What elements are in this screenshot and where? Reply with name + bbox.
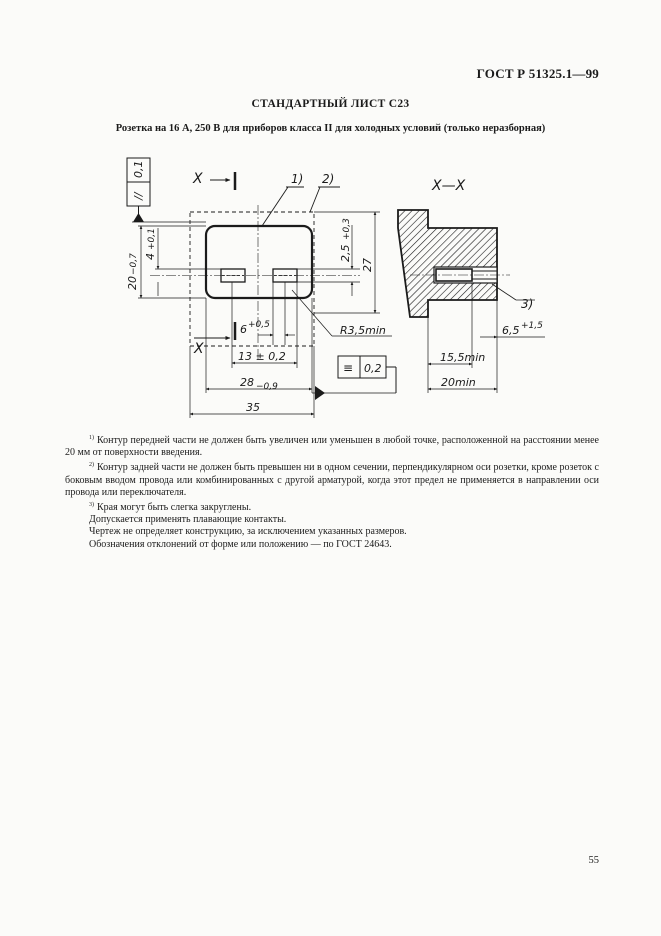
symmetry-value: 0,2 <box>364 362 382 375</box>
radius-label: R3,5min <box>340 324 386 337</box>
note-4: Допускается применять плавающие контакты. <box>89 514 287 526</box>
callout-2: 2) <box>322 172 335 186</box>
front-view <box>150 205 360 360</box>
note-3: $^{3)}$ Края могут быть слегка закруглены. <box>89 502 252 514</box>
dim-20-tol: −0,7 <box>129 253 139 275</box>
dim-28-tol: −0,9 <box>256 382 278 392</box>
dim-6: 6 <box>240 323 247 336</box>
dim-2-5: 2,5 <box>339 244 352 262</box>
dim-6-tol: +0,5 <box>248 320 270 330</box>
symmetry-tolerance <box>312 356 396 400</box>
note-5: Чертеж не определяет конструкцию, за исключением указанных размеров. <box>89 526 407 538</box>
dim-4-tol: +0,1 <box>147 228 157 250</box>
symmetry-symbol: ≡ <box>343 361 354 375</box>
callouts <box>262 172 340 226</box>
callout-1: 1) <box>291 172 304 186</box>
parallel-symbol: // <box>132 192 145 200</box>
notes <box>65 432 599 551</box>
document-code: ГОСТ Р 51325.1—99 <box>476 66 599 81</box>
sheet-subtitle: Розетка на 16 А, 250 В для приборов класса II для холодных условий (только неразборная) <box>115 123 546 134</box>
dim-27: 27 <box>361 258 374 272</box>
dim-6-5-tol: +1,5 <box>521 321 543 331</box>
section-title: X—X <box>432 178 466 194</box>
note-1: $^{1)}$ Контур передней части не должен быть увеличен или уменьшен в любой точке, расположенной на расстоянии менее 20 мм от поверхности введения. <box>65 435 599 459</box>
socket-face <box>206 226 312 298</box>
technical-drawing <box>0 140 661 430</box>
parallel-value: 0,1 <box>132 160 145 178</box>
dim-4: 4 <box>144 253 157 260</box>
section-marks <box>192 171 235 357</box>
parallel-tolerance <box>127 158 206 222</box>
section-mark-top: X <box>193 171 203 187</box>
dim-13: 13 ± 0,2 <box>238 350 286 363</box>
callout-3: 3) <box>521 297 534 311</box>
dim-15-5: 15,5min <box>440 351 486 364</box>
dim-20: 20 <box>126 276 139 290</box>
bottom-dimensions <box>190 282 392 418</box>
dim-20-min: 20min <box>441 376 476 389</box>
page-number: 55 <box>588 855 599 866</box>
dim-35: 35 <box>246 401 260 414</box>
sheet-title: СТАНДАРТНЫЙ ЛИСТ С23 <box>251 98 410 110</box>
section-mark-bottom: X <box>194 341 204 357</box>
section-view <box>398 210 535 317</box>
dim-2-5-tol: +0,3 <box>342 218 352 240</box>
note-6: Обозначения отклонений от форме или положению — по ГОСТ 24643. <box>89 538 392 550</box>
note-2: $^{2)}$ Контур задней части не должен быть превышен ни в одном сечении, перпендикулярном оси розетки, кроме розеток с боковым вводом провода или комбинированных с другой арматурой, когда этот предел не применяется в направлении оси провода или переключателя. <box>65 462 599 498</box>
dim-6-5: 6,5 <box>502 324 520 337</box>
dim-28: 28 <box>240 376 254 389</box>
